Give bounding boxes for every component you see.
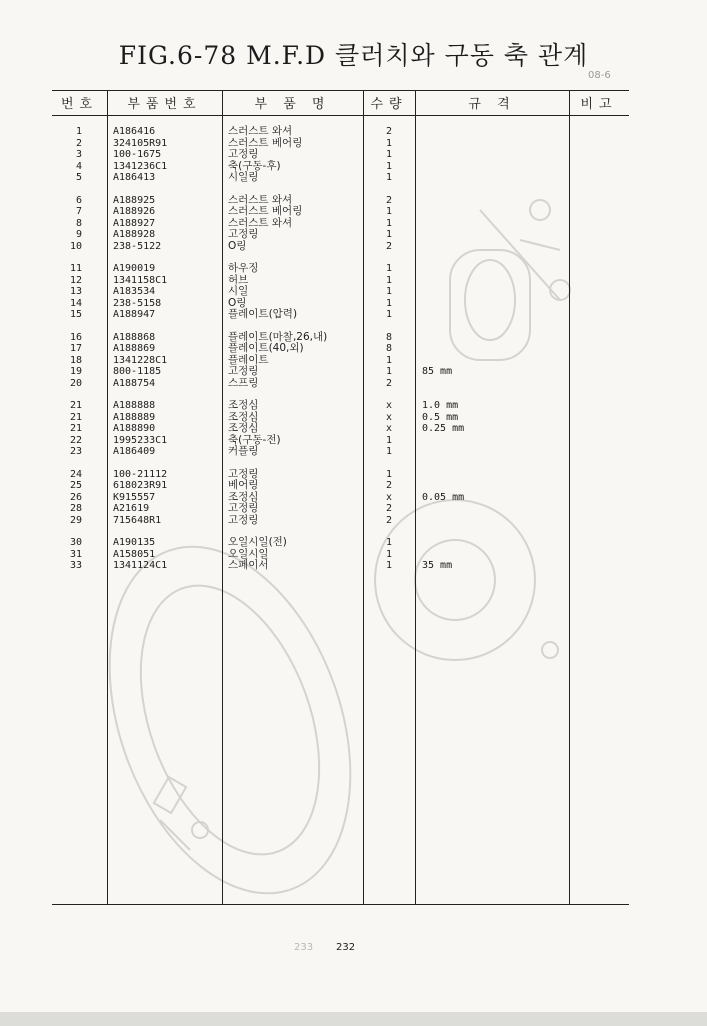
row-number: 3 <box>75 149 82 161</box>
row-quantity: 1 <box>385 263 393 274</box>
row-quantity: 2 <box>385 126 393 137</box>
row-part-name: 시일링 <box>228 171 259 184</box>
row-quantity: 1 <box>385 446 393 458</box>
row-part-number: A158051 <box>113 548 156 560</box>
row-part-number: A188926 <box>113 206 156 218</box>
row-quantity: 1 <box>385 354 393 366</box>
header-no: 번호 <box>60 97 99 112</box>
row-part-number: A188888 <box>113 400 156 411</box>
row-number: 10 <box>69 240 82 252</box>
row-quantity: 1 <box>385 434 393 446</box>
row-number: 13 <box>69 286 82 298</box>
row-part-number: 100-21112 <box>113 468 168 480</box>
row-number: 1 <box>75 126 82 137</box>
scan-edge <box>0 1012 707 1026</box>
row-quantity: x <box>385 423 393 435</box>
row-part-number: 238-5122 <box>113 240 162 252</box>
row-number: 24 <box>69 468 82 480</box>
row-number: 20 <box>69 377 82 389</box>
row-number: 22 <box>69 434 82 446</box>
row-spec: 1.0 mm <box>422 400 459 411</box>
row-number: 12 <box>69 274 82 286</box>
row-part-name: 스페이서 <box>228 559 269 572</box>
row-part-number: 1341236C1 <box>113 160 168 172</box>
row-part-number: 238-5158 <box>113 297 162 309</box>
row-part-name: 고정링 <box>228 467 259 480</box>
row-quantity: 2 <box>385 240 393 252</box>
row-part-number: 1341124C1 <box>113 560 168 572</box>
row-quantity: 1 <box>385 548 393 560</box>
row-part-number: 100-1675 <box>113 149 162 161</box>
header-part-no: 부품번호 <box>127 97 202 112</box>
header-qty: 수량 <box>370 97 408 112</box>
row-part-number: A188868 <box>113 331 156 343</box>
row-part-name: 조정심 <box>228 490 259 503</box>
row-quantity: 1 <box>385 274 393 286</box>
row-quantity: 1 <box>385 286 393 298</box>
page-number-ghost: 233 <box>294 942 314 953</box>
row-number: 33 <box>69 560 82 572</box>
row-number: 21 <box>69 400 82 411</box>
row-quantity: 1 <box>385 160 393 172</box>
row-part-name: 고정링 <box>228 148 259 161</box>
row-part-name: 허브 <box>228 273 249 286</box>
row-part-name: 축(구동-후) <box>228 159 281 172</box>
row-part-number: A188947 <box>113 309 156 321</box>
row-number: 8 <box>75 217 82 229</box>
row-quantity: 1 <box>385 537 393 548</box>
header-remark: 비고 <box>580 97 618 112</box>
row-part-name: 시일 <box>228 285 249 298</box>
row-number: 30 <box>69 537 82 548</box>
parts-table <box>52 90 629 905</box>
row-part-number: A188754 <box>113 377 156 389</box>
row-quantity: 8 <box>385 331 393 343</box>
row-number: 17 <box>69 343 82 355</box>
row-part-name: 플레이트 <box>228 353 269 366</box>
row-number: 19 <box>69 366 82 378</box>
row-quantity: 2 <box>385 514 393 526</box>
row-part-number: 715648R1 <box>113 514 162 526</box>
row-part-number: 1341158C1 <box>113 274 168 286</box>
row-part-number: 324105R91 <box>113 137 168 149</box>
row-part-name: 고정링 <box>228 513 259 526</box>
row-number: 14 <box>69 297 82 309</box>
row-part-name: 조정심 <box>228 422 259 435</box>
row-number: 21 <box>69 411 82 423</box>
row-part-number: A186413 <box>113 172 156 184</box>
row-number: 4 <box>75 160 82 172</box>
row-spec: 35 mm <box>422 560 453 572</box>
row-number: 23 <box>69 446 82 458</box>
row-part-number: 800-1185 <box>113 366 162 378</box>
row-number: 6 <box>75 194 82 206</box>
row-quantity: 1 <box>385 217 393 229</box>
row-part-number: 1341228C1 <box>113 354 168 366</box>
row-part-name: 조정심 <box>228 410 259 423</box>
row-quantity: 2 <box>385 480 393 492</box>
row-part-name: O링 <box>228 239 247 252</box>
row-part-name: 베어링 <box>228 479 259 492</box>
row-part-number: A190019 <box>113 263 156 274</box>
row-quantity: 1 <box>385 149 393 161</box>
row-part-name: 오일시일 <box>228 547 269 560</box>
row-number: 5 <box>75 172 82 184</box>
row-part-name: O링 <box>228 296 247 309</box>
row-part-name: 스러스트 베어링 <box>228 205 303 218</box>
row-part-name: 스프링 <box>228 376 259 389</box>
row-quantity: 8 <box>385 343 393 355</box>
row-part-number: A188928 <box>113 229 156 241</box>
row-spec: 0.05 mm <box>422 491 465 503</box>
row-quantity: 2 <box>385 503 393 515</box>
row-quantity: 1 <box>385 297 393 309</box>
row-part-number: A21619 <box>113 503 150 515</box>
row-number: 26 <box>69 491 82 503</box>
row-part-name: 하우징 <box>228 262 259 274</box>
header-spec: 규 격 <box>468 97 516 112</box>
row-quantity: 1 <box>385 172 393 184</box>
row-number: 25 <box>69 480 82 492</box>
row-part-name: 스러스트 와셔 <box>228 216 293 229</box>
row-part-number: 1995233C1 <box>113 434 168 446</box>
row-part-number: A190135 <box>113 537 156 548</box>
row-part-name: 스러스트 와셔 <box>228 125 293 137</box>
row-quantity: x <box>385 491 393 503</box>
row-spec: 0.5 mm <box>422 411 459 423</box>
page-number: 232 <box>336 942 356 953</box>
row-part-number: K915557 <box>113 491 156 503</box>
row-number: 9 <box>75 229 82 241</box>
row-part-name: 조정심 <box>228 399 259 411</box>
row-part-name: 플레이트(압력) <box>228 308 298 321</box>
row-part-name: 플레이트(40,외) <box>228 342 304 355</box>
row-quantity: 1 <box>385 309 393 321</box>
row-number: 7 <box>75 206 82 218</box>
row-spec: 0.25 mm <box>422 423 465 435</box>
row-quantity: x <box>385 400 393 411</box>
row-part-name: 고정링 <box>228 365 259 378</box>
row-quantity: 1 <box>385 229 393 241</box>
row-quantity: x <box>385 411 393 423</box>
row-number: 31 <box>69 548 82 560</box>
row-part-name: 스러스트 베어링 <box>228 136 303 149</box>
row-quantity: 2 <box>385 194 393 206</box>
row-part-number: A188925 <box>113 194 156 206</box>
row-part-name: 고정링 <box>228 502 259 515</box>
row-part-number: A188869 <box>113 343 156 355</box>
row-number: 21 <box>69 423 82 435</box>
row-part-name: 축(구동-전) <box>228 433 281 446</box>
row-quantity: 1 <box>385 366 393 378</box>
row-part-number: A188927 <box>113 217 156 229</box>
row-part-number: A183534 <box>113 286 156 298</box>
row-number: 15 <box>69 309 82 321</box>
row-quantity: 1 <box>385 137 393 149</box>
row-number: 18 <box>69 354 82 366</box>
row-number: 2 <box>75 137 82 149</box>
row-part-number: 618023R91 <box>113 480 168 492</box>
row-part-name: 커플링 <box>228 445 259 458</box>
row-part-number: A188889 <box>113 411 156 423</box>
row-spec: 85 mm <box>422 366 453 378</box>
row-number: 29 <box>69 514 82 526</box>
row-part-name: 플레이트(마찰,26,내) <box>228 330 328 343</box>
row-number: 11 <box>69 263 82 274</box>
row-quantity: 1 <box>385 206 393 218</box>
corner-tag: 08-6 <box>588 70 611 81</box>
row-part-number: A186416 <box>113 126 156 137</box>
row-number: 16 <box>69 331 82 343</box>
row-part-name: 스러스트 와셔 <box>228 193 293 206</box>
row-part-name: 오일시일(전) <box>228 536 287 548</box>
row-part-number: A186409 <box>113 446 156 458</box>
row-quantity: 1 <box>385 468 393 480</box>
header-name: 부 품 명 <box>254 97 331 112</box>
row-number: 28 <box>69 503 82 515</box>
row-part-name: 고정링 <box>228 228 259 241</box>
row-part-number: A188890 <box>113 423 156 435</box>
page-title: FIG.6-78 M.F.D 클러치와 구동 축 관계 <box>118 41 589 70</box>
row-quantity: 2 <box>385 377 393 389</box>
row-quantity: 1 <box>385 560 393 572</box>
